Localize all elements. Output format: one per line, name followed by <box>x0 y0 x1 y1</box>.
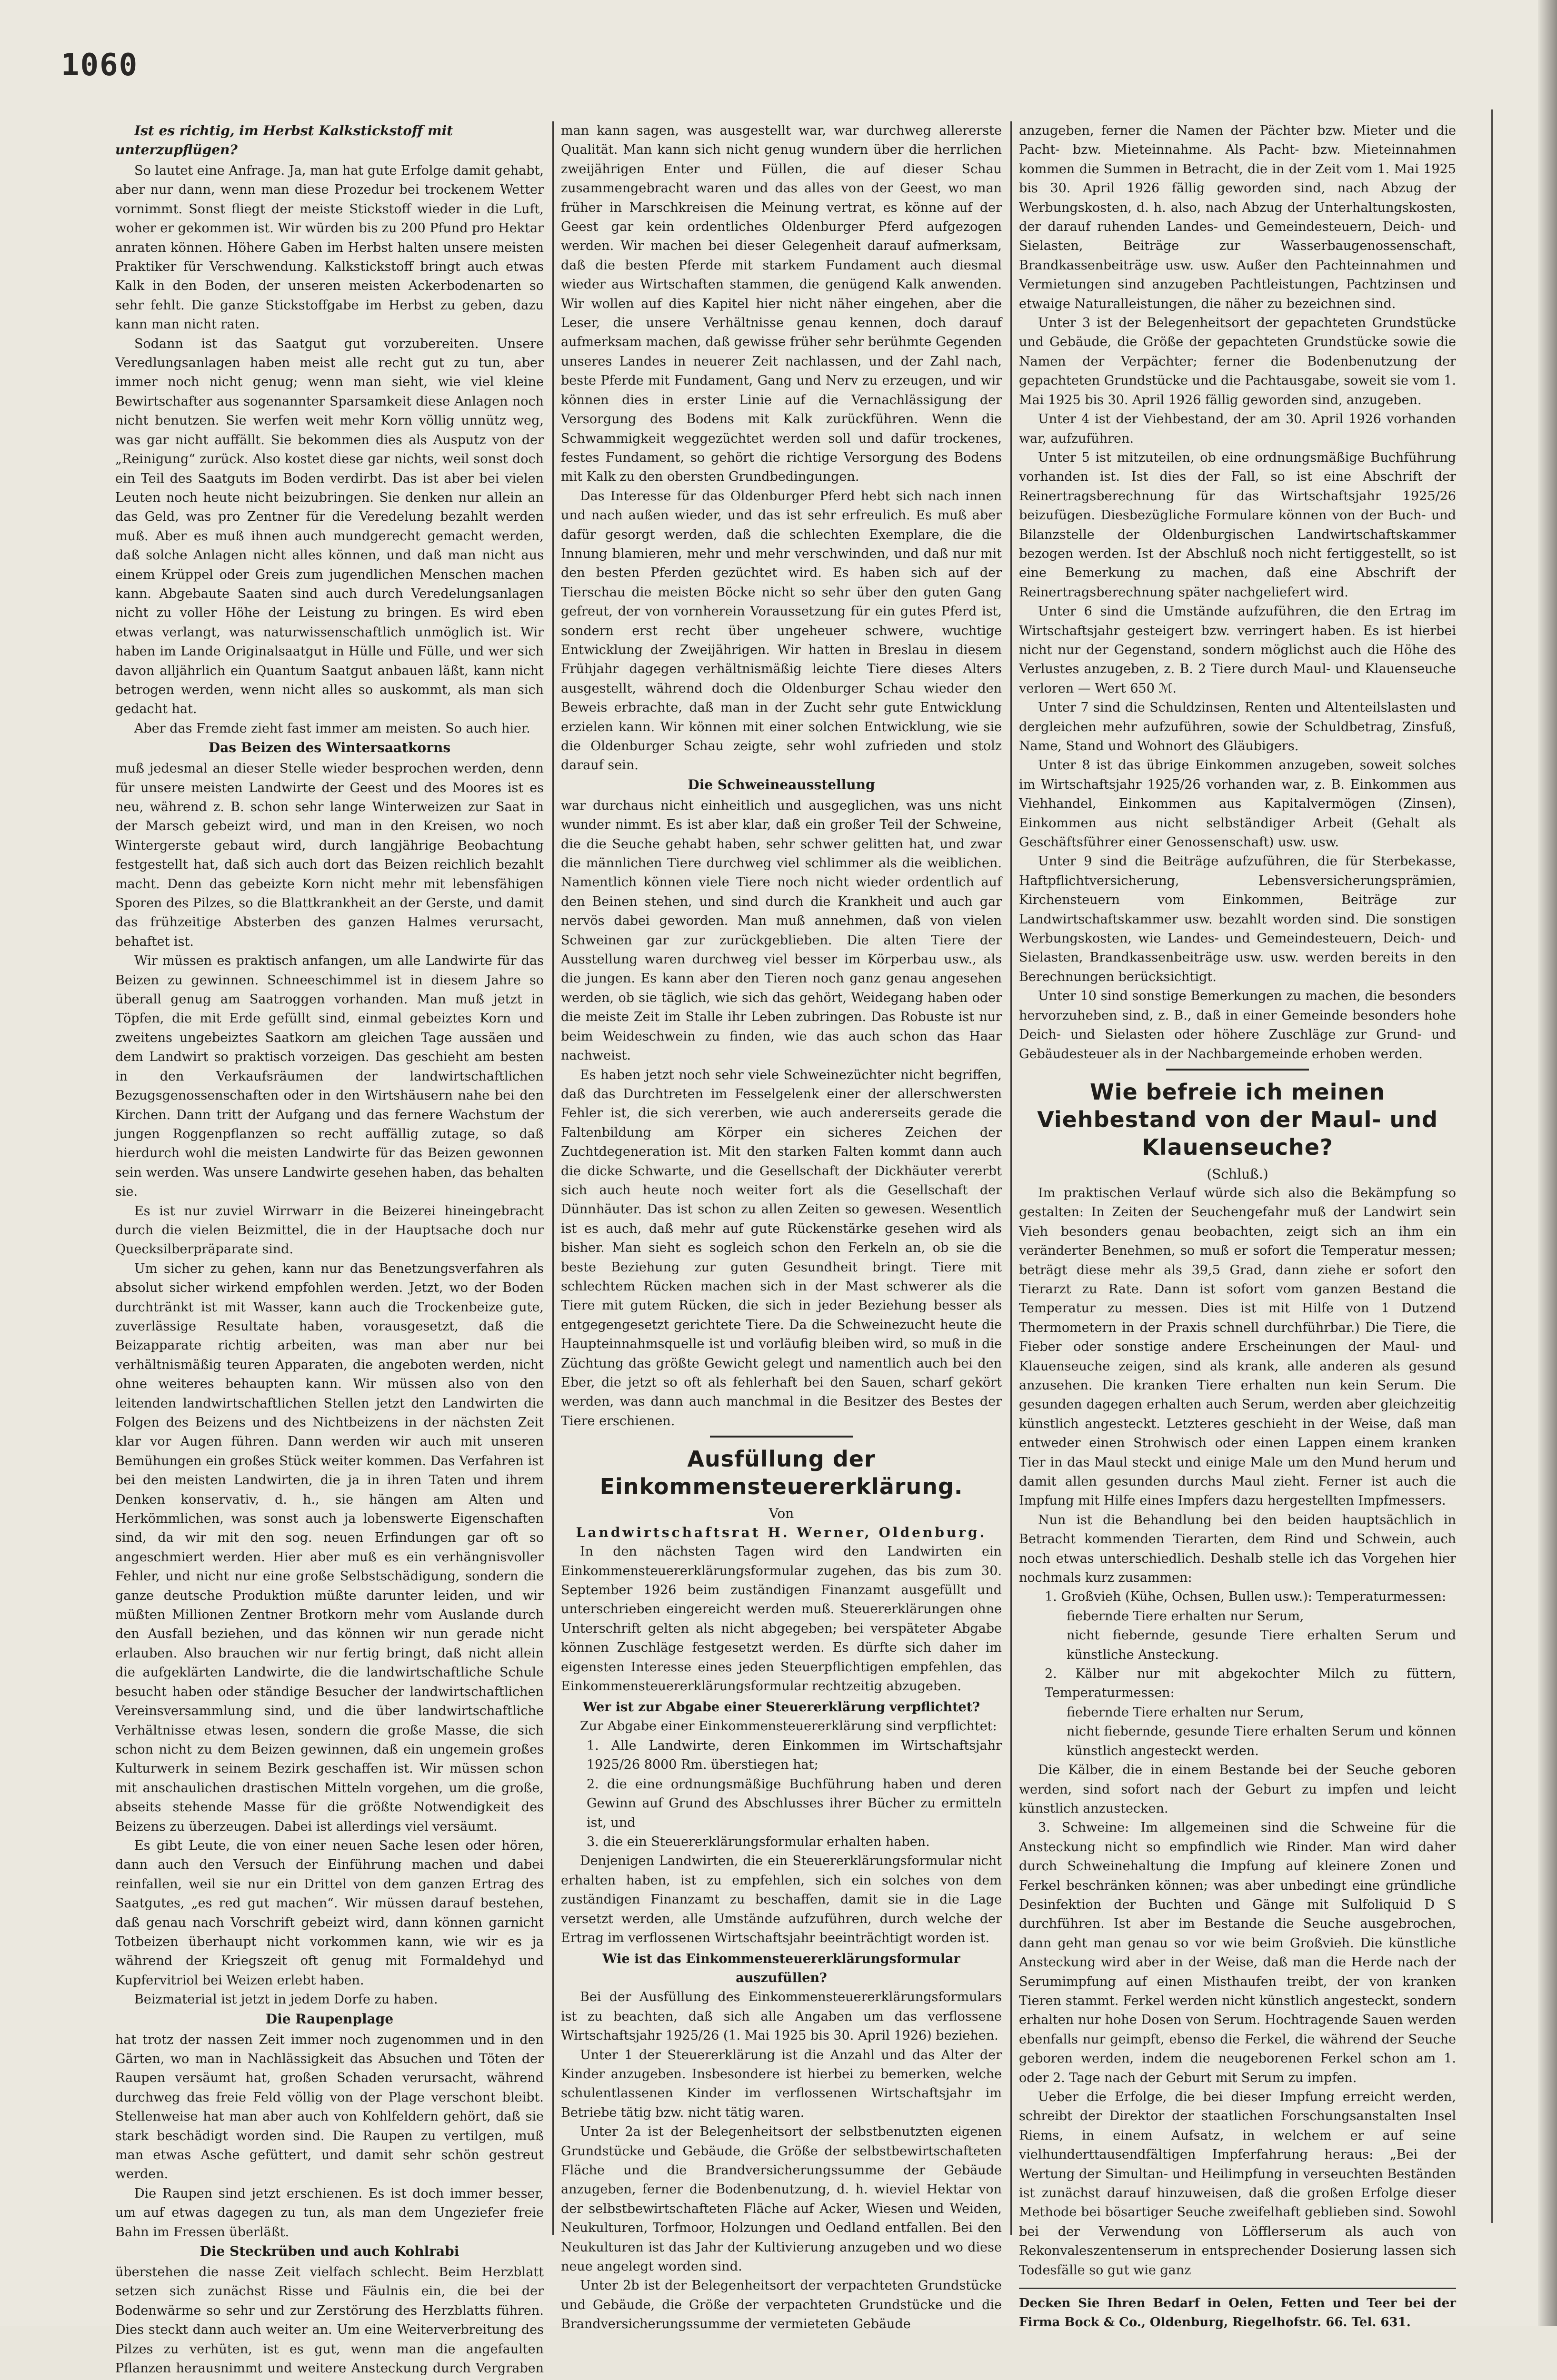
paragraph: muß jedesmal an dieser Stelle wieder besprochen werden, denn für unsere meisten Landwirte der Geest und des Moores ist es neu, während z. B. schon sehr lange Winterweizen zur Saat in der Marsch gebeizt wird, und man in den Kreisen, wo noch Wintergerste gebaut wird, durch langjährige Beobachtung festgestellt hat, daß sich auch dort das Beizen reichlich bezahlt macht. Denn das gebeizte Korn nicht mehr mit lebensfähigen Sporen des Pilzes, so die Blattkrankheit an der Gerste, und damit das frühzeitige Absterben des ganzen Halmes verursacht, behaftet ist. <box>115 761 544 949</box>
list-subitem: fiebernde Tiere erhalten nur Serum, <box>1067 1705 1304 1720</box>
paragraph: Die Kälber, die in einem Bestande bei der Seuche geboren werden, sind sofort nach der Geburt zu impfen und leicht künstlich anzustecken. <box>1019 1763 1456 1816</box>
paragraph: Das Interesse für das Oldenburger Pferd hebt sich nach innen und nach außen wieder, und das ist sehr erfreulich. Es muß aber dafür gesorgt werden, daß die schlechten Exemplare, die die Innung blamieren, mehr und mehr verschwinden, und daß nur mit den besten Pferden gezüchtet wird. Es haben sich auf der Tierschau die meisten Böcke nicht so sehr über den guten Gang gefreut, der von vornherein Voraussetzung für ein gutes Pferd ist, sondern erst recht über ungeheuer schwere, wuchtige Entwicklung der Zweijährigen. Wir hatten in Breslau in diesem Frühjahr dagegen verhältnismäßig leichte Tiere dieses Alters ausgestellt, während doch die Oldenburger Schau wieder den Beweis erbrachte, daß man in der Zucht sehr gute Entwicklung erzielen kann. Wir können mit einer solchen Entwicklung, wie sie die Oldenburger Schau zeigte, sehr wohl zufrieden und stolz darauf sein. <box>561 488 1002 773</box>
list-item: 1. Alle Landwirte, deren Einkommen im Wirtschaftsjahr 1925/26 8000 Rm. überstiegen hat; <box>587 1738 1002 1773</box>
paragraph: So lautet eine Anfrage. Ja, man hat gute Erfolge damit gehabt, aber nur dann, wenn man diese Prozedur bei trockenem Wetter vornimmt. Sonst fliegt der meiste Stickstoff wieder in die Luft, woher er gekommen ist. Wir würden bis zu 200 Pfund pro Hektar anraten können. Höhere Gaben im Herbst halten unsere meisten Praktiker für Verschwendung. Kalkstickstoff bringt auch etwas Kalk in den Boden, der unseren meisten Ackerbodenarten so sehr fehlt. Die ganze Stickstoffgabe im Herbst zu geben, dazu kann man nicht raten. <box>115 163 544 332</box>
subheading-schluss: (Schluß.) <box>1207 1166 1268 1182</box>
paragraph: Beizmaterial ist jetzt in jedem Dorfe zu haben. <box>134 1992 438 2007</box>
page-edge-line <box>1491 109 1493 2223</box>
list-item: 1. Großvieh (Kühe, Ochsen, Bullen usw.): Temperaturmessen: <box>1045 1589 1447 1605</box>
paragraph: Unter 2a ist der Belegenheitsort der selbstbenutzten eigenen Grundstücke und Gebäude, die Größe der selbstbewirtschafteten Fläche und die Brandversicherungssumme der Gebäude anzugeben, ferner die Bodenbenutzung, d. h. wieviel Hektar von der selbstbewirtschafteten Fläche auf Acker, Wiesen und Weiden, Neukulturen, Torfmoor, Holzungen und Oedland entfallen. Bei den Neukulturen ist das Jahr der Kultivierung anzugeben und wo diese neue angelegt worden sind. <box>561 2124 1002 2274</box>
page-edge-shadow <box>1538 0 1557 2326</box>
paragraph: Um sicher zu gehen, kann nur das Benetzungsverfahren als absolut sicher wirkend empfohlen werden. Jetzt, wo der Boden durchtränkt ist mit Wasser, kann auch die Trockenbeize gute, zuverlässige Resultate haben, vorausgesetzt, daß die Beizapparate richtig arbeiten, was man aber nur bei verhältnismäßig teuren Apparaten, die angeboten werden, nicht ohne weiteres behaupten kann. Wir müssen also von den leitenden landwirtschaftlichen Stellen jetzt den Landwirten die Folgen des Beizens und des Nichtbeizens in der nächsten Zeit klar vor Augen führen. Dann werden wir auch mit unseren Bemühungen ein großes Stück weiter kommen. Das Verfahren ist bei den meisten Landwirten, die ja in ihren Taten und ihrem Denken konservativ, d. h., sie hängen am Alten und Herkömmlichen, was sonst auch ja lobenswerte Eigenschaften sind, da wir mit den sog. neuen Erfindungen gar oft so angeschmiert werden. Hier aber muß es ein verhängnisvoller Fehler, und nicht nur eine große Selbstschädigung, sondern die ganze deutsche Produktion müßte darunter leiden, und wir müßten Millionen Zentner Brotkorn mehr vom Auslande durch den Ausfall beziehen, und das können wir nun gerade nicht erlauben. Also brauchen wir nur fertig bringt, daß nicht allein die aufgeklärten Landwirte, die die landwirtschaftliche Schule besucht haben oder ständige Besucher der landwirtschaftlichen Vereinsversammlung sind, und die über landwirtschaftliche Verhältnisse etwas lesen, sondern die große Masse, die sich schon nicht zu dem Beizen gewinnen, daß ein ungemein großes Kulturwerk in seinem Bezirk geschaffen ist. Wir müssen schon mit anschaulichen drastischen Mitteln vorgehen, um die große, abseits stehende Masse für die größte Notwendigkeit des Beizens zu überzeugen. Dabei ist allerdings viel versäumt. <box>115 1261 544 1834</box>
list-subitem: nicht fiebernde, gesunde Tiere erhalten Serum und können künstlich angesteckt werden. <box>1067 1724 1456 1758</box>
list-item: 2. Kälber nur mit abgekochter Milch zu füttern, Temperaturmessen: <box>1045 1666 1456 1701</box>
advertisement: Decken Sie Ihren Bedarf in Oelen, Fetten und Teer bei der Firma Bock & Co., Oldenburg, Riegelhofstr. 66. Tel. 631. <box>1019 2288 1456 2332</box>
paragraph: Unter 1 der Steuererklärung ist die Anzahl und das Alter der Kinder anzugeben. Insbesondere ist hierbei zu bemerken, welche schulentlassenen Kinder im verflossenen Wirtschaftsjahr im Betriebe tätig bzw. nicht tätig waren. <box>561 2047 1002 2120</box>
subheading: Wer ist zur Abgabe einer Steuererklärung verpflichtet? <box>582 1700 980 1715</box>
section-heading-raupenplage: Die Raupenplage <box>265 2011 394 2027</box>
paragraph: Unter 7 sind die Schuldzinsen, Renten und Altenteilslasten und dergleichen mehr aufzuführen, sowie der Schuldbetrag, Zinsfuß, Name, Stand und Wohnort des Gläubigers. <box>1019 700 1456 754</box>
paragraph: Denjenigen Landwirten, die ein Steuererklärungsformular nicht erhalten haben, ist zu empfehlen, sich ein solches von dem zuständigen Finanzamt zu beschaffen, damit sie in die Lage versetzt werden, alle Umstände aufzuführen, durch welche der Ertrag im verflossenen Wirtschaftsjahr beeinträchtigt worden ist. <box>561 1854 1002 1945</box>
paragraph: 3. Schweine: Im allgemeinen sind die Schweine für die Ansteckung nicht so empfindlich wie Rinder. Man wird daher durch Schweinehaltung die Impfung auf kleinere Zonen und Ferkel beschränken können; was aber unbedingt eine gründliche Desinfektion der Buchten und Gänge mit Sulfoliquid D S durchführen. Ist aber im Bestande die Seuche ausgebrochen, dann geht man genau so vor wie beim Großvieh. Die künstliche Ansteckung wird aber in der Weise, daß man die Herde nach der Serumimpfung auf einen Misthaufen treibt, der von kranken Tieren stammt. Ferkel werden nicht künstlich angesteckt, sondern erhalten nur hohe Dosen von Serum. Hochtragende Sauen werden ebenfalls nur geimpft, ebenso die Ferkel, die während der Seuche geboren werden, indem die neugeborenen Ferkel schon am 1. oder 2. Tage nach der Geburt mit Serum zu impfen. <box>1019 1820 1456 2085</box>
list-subitem: fiebernde Tiere erhalten nur Serum, <box>1067 1608 1304 1624</box>
paragraph: Unter 4 ist der Viehbestand, der am 30. April 1926 vorhanden war, aufzuführen. <box>1019 412 1456 446</box>
paragraph: Aber das Fremde zieht fast immer am meisten. So auch hier. <box>134 721 530 736</box>
column-divider <box>552 121 554 2235</box>
paragraph: Unter 3 ist der Belegenheitsort der gepachteten Grundstücke und Gebäude, die Größe der gepachteten Grundstücke sowie die Namen der Verpächter; ferner die Bodenbenutzung der gepachteten Grundstücke und die Pachtausgabe, soweit sie vom 1. Mai 1925 bis 30. April 1926 fällig geworden sind, anzugeben. <box>1019 316 1456 407</box>
paragraph: In den nächsten Tagen wird den Landwirten ein Einkommensteuererklärungsformular zugehen, das bis zum 30. September 1926 beim zuständigen Finanzamt ausgefüllt und unterschrieben eingereicht werden muß. Steuererklärungen ohne Unterschrift gelten als nicht abgegeben; bei verspäteter Abgabe können Zuschläge festgesetzt werden. Es dürfte sich daher im eigensten Interesse eines jeden Steuerpflichtigen empfehlen, das Einkommensteuererklärungsformular rechtzeitig abzugeben. <box>561 1544 1002 1694</box>
paragraph: hat trotz der nassen Zeit immer noch zugenommen und in den Gärten, wo man in Nachlässigkeit das Absuchen und Töten der Raupen versäumt hat, großen Schaden verursacht, während durchweg das freie Feld völlig von der Plage verschont bleibt. Stellenweise hat man aber auch von Kohlfeldern gehört, daß sie stark beschädigt worden sind. Die Raupen zu vertilgen, muß man etwas Asche gefüttert, und damit sehr schön gestreut werden. <box>115 2032 544 2182</box>
list-item: 2. die eine ordnungsmäßige Buchführung haben und deren Gewinn auf Grund des Abschlusses ihrer Bücher zu ermitteln ist, und <box>587 1776 1002 1830</box>
paragraph: man kann sagen, was ausgestellt war, war durchweg allererste Qualität. Man kann sich nicht genug wundern über die herrlichen zweijährigen Enter und Füllen, die auf dieser Schau zusammengebracht waren und das alles von der Geest, wo man früher in Marschkreisen die Meinung vertrat, es könne auf der Geest gar kein ordentliches Oldenburger Pferd aufgezogen werden. Wir machen bei dieser Gelegenheit darauf aufmerksam, daß die besten Pferde mit starkem Fundament auch diesmal wieder aus Wirtschaften stammen, die genügend Kalk anwenden. Wir wollen auf dies Kapitel hier nicht näher eingehen, aber die Leser, die unsere Verhältnisse genau kennen, doch darauf aufmerksam machen, daß gewisse früher sehr berühmte Gegenden unseres Landes in neuerer Zeit nachlassen, und der Zahl nach, beste Pferde mit Fundament, Gang und Nerv zu erzeugen, und wir können dies in erster Linie auf die Vernachlässigung der Versorgung des Bodens mit Kalk zurückführen. Wenn die Schwammigkeit weggezüchtet werden soll und dafür trockenes, festes Fundament, so gehört die richtige Versorgung des Bodens mit Kalk zu den obersten Grundbedingungen. <box>561 123 1002 485</box>
subheading: Wie ist das Einkommensteuererklärungsformular auszufüllen? <box>602 1952 960 1986</box>
obligation-list <box>561 1736 1002 1852</box>
author-name: Landwirtschaftsrat H. Werner, Oldenburg. <box>576 1525 987 1541</box>
column-divider <box>1010 121 1012 2235</box>
column-middle <box>561 121 1002 2332</box>
paragraph: Unter 8 ist das übrige Einkommen anzugeben, soweit solches im Wirtschaftsjahr 1925/26 vorhanden war, z. B. Einkommen aus Viehhandel, Einkommen aus Kapitalvermögen (Zinsen), Einkommen aus nicht selbständiger Arbeit (Gehalt als Geschäftsführer einer Genossenschaft) usw. usw. <box>1019 758 1456 850</box>
byline-author <box>561 1523 1002 1542</box>
paragraph: Unter 2b ist der Belegenheitsort der verpachteten Grundstücke und Gebäude, die Größe der verpachteten Grundstücke und die Brandversicherungssumme der vermieteten Gebäude <box>561 2278 1002 2332</box>
paragraph: Wir müssen es praktisch anfangen, um alle Landwirte für das Beizen zu gewinnen. Schneeschimmel ist in diesem Jahre so überall genug am Saatroggen vorhanden. Man muß jetzt in Töpfen, die mit Erde gefüllt sind, einmal gebeiztes Korn und zweitens ungebeiztes Saatkorn am gleichen Tage aussäen und dem Landwirt so praktisch vorzeigen. Das geschieht am besten in den Verkaufsräumen der landwirtschaftlichen Bezugsgenossenschaften oder in den Wirtshäusern nahe bei den Kirchen. Dann tritt der Aufgang und das fernere Wachstum der jungen Roggenpflanzen so recht auffällig zutage, so daß hierdurch wohl die meisten Landwirte für das Beizen gewonnen sein werden. Was unsere Landwirte gesehen haben, das behalten sie. <box>115 953 544 1200</box>
paragraph: Es haben jetzt noch sehr viele Schweinezüchter nicht begriffen, daß das Durchtreten im Fesselgelenk einer der allerschwersten Fehler ist, die sich vererben, wie auch andererseits gerade die Faltenbildung am Körper ein sicheres Zeichen der Zuchtdegeneration ist. Mit den starken Falten kommt dann auch die dicke Schwarte, und die Gesellschaft der Dickhäuter vererbt sich auch heute noch weiter fort als die Gesellschaft der Dünnhäuter. Das ist schon zu allen Zeiten so gewesen. Wesentlich ist es auch, daß mehr auf gute Rückenstärke gesehen wird als bisher. Man sieht es sogleich schon den Ferkeln an, ob sie die beste Beziehung zur guten Gesundheit bringt. Tiere mit schlechtem Rücken machen sich in der Mast schwerer als die Tiere mit gutem Rücken, die sich in jeder Beziehung besser als entgegengesetzt gerichtete Tiere. Da die Schweinezucht heute die Haupteinnahmsquelle ist und vorläufig bleiben wird, so muß in die Züchtung das größte Gewicht gelegt und namentlich auch bei den Eber, die jetzt so oft als fehlerhaft bei den Sauen, scharf gekört werden, was dann auch manchmal in die Besitzer des Bestes der Tiere erschienen. <box>561 1067 1002 1428</box>
paragraph: Es gibt Leute, die von einer neuen Sache lesen oder hören, dann auch den Versuch der Einführung machen und dabei reinfallen, weil sie nur ein Drittel von dem ganzen Ertrag des Saatgutes, „es red gut machen“. Wir müssen darauf bestehen, daß genau nach Vorschrift gebeizt wird, dann können garnicht Totbeizen überhaupt nicht vorkommen kann, wie wir es ja während der Kriegszeit oft genug mit Formaldehyd und Kupfervitriol bei Weizen erlebt haben. <box>115 1838 544 1988</box>
byline-von: Von <box>769 1506 794 1522</box>
column-left <box>115 121 544 2376</box>
page-number: 1060 <box>61 48 139 83</box>
paragraph: war durchaus nicht einheitlich und ausgeglichen, was uns nicht wunder nimmt. Es ist aber klar, daß ein großer Teil der Schweine, die die Seuche gehabt haben, sehr schwer gelitten hat, und zwar die männlichen Tiere durchweg viel schlimmer als die weiblichen. Namentlich können viele Tiere noch nicht wieder ordentlich auf den Beinen stehen, und sind durch die Krankheit und auch gar nervös dabei geworden. Man muß annehmen, daß von vielen Schweinen gar zur zurückgeblieben. Die alten Tiere der Ausstellung waren durchweg viel besser im Körperbau usw., als die jungen. Es kann aber den Tieren noch ganz genau angesehen werden, ob sie täglich, wie sich das gehört, Weidegang haben oder die meiste Zeit im Stalle ihr Leben zubringen. Das Robuste ist nur beim Weideschwein zu finden, wie das auch schon das Haar nachweist. <box>561 798 1002 1063</box>
article-headline-steuer: Ausfüllung der Einkommensteuererklärung. <box>599 1446 963 1500</box>
paragraph: Unter 9 sind die Beiträge aufzuführen, die für Sterbekasse, Haftpflichtversicherung, Lebensversicherungsprämien, Kirchensteuern vom Einkommen, Beiträge zur Landwirtschaftskammer usw. bezahlt worden sind. Die sonstigen Werbungskosten, wie Landes- und Gemeindesteuern, Deich- und Sielasten, Brandkassenbeiträge usw. usw. werden bereits in den Berechnungen berücksichtigt. <box>1019 854 1456 984</box>
paragraph: Ueber die Erfolge, die bei dieser Impfung erreicht werden, schreibt der Direktor der staatlichen Forschungsanstalten Insel Riems, in einem Aufsatz, in welchem er auf seine vielhunderttausendfältigen Impferfahrung heraus: „Bei der Wertung der Simultan- und Heilimpfung in verseuchten Beständen ist zunächst darauf hinzuweisen, daß die großen Erfolge dieser Methode bei bösartiger Seuche zweifelhaft geblieben sind. Sowohl bei der Verwendung von Löfflerserum als auch von Rekonvaleszentenserum in entsprechender Dosierung lassen sich Todesfälle so gut wie ganz <box>1019 2090 1456 2278</box>
list-item: 3. die ein Steuererklärungsformular erhalten haben. <box>587 1834 930 1849</box>
list-subitem: nicht fiebernde, gesunde Tiere erhalten Serum und künstliche Ansteckung. <box>1067 1628 1456 1662</box>
paragraph: Die Raupen sind jetzt erschienen. Es ist doch immer besser, um auf etwas dagegen zu tun, als man dem Ungeziefer freie Bahn im Fressen überläßt. <box>115 2186 544 2240</box>
section-heading-beizen: Das Beizen des Wintersaatkorns <box>208 740 451 756</box>
article-headline-seuche: Wie befreie ich meinen Viehbestand von der Maul- und Klauenseuche? <box>1037 1079 1438 1160</box>
paragraph: Sodann ist das Saatgut gut vorzubereiten. Unsere Veredlungsanlagen haben meist alle recht gut zu tun, aber immer noch nicht genug; wenn man sieht, wie viel kleine Bewirtschafter aus sogenannter Sparsamkeit diese Anlagen noch nicht benutzen. Sie werfen weit mehr Korn völlig unnütz weg, was gar nicht auffällt. Sie bekommen dies als Ausputz von der „Reinigung“ zurück. Also kostet diese gar nichts, weil sonst doch ein Teil des Saatguts im Boden verdirbt. Das ist aber bei vielen Leuten noch heute nicht beizubringen. Sie denken nur allein an das Geld, was pro Zentner für die Veredelung bezahlt werden muß. Aber es muß ihnen auch mundgerecht gemacht werden, daß solche Anlagen nicht alles können, und daß man nicht aus einem Krüppel oder Greis zum jugendlichen Menschen machen kann. Abgebaute Saaten sind auch durch Veredelungsanlagen nicht zu voller Höhe der Leistung zu bringen. Es wird eben etwas verlangt, was naturwissenschaftlich unmöglich ist. Wir haben im Lande Originalsaatgut in Hülle und Fülle, und wer sich davon alljährlich ein Quantum Saatgut anbauen läßt, kann nicht betrogen werden, wenn nicht alles so auskommt, als man sich gedacht hat. <box>115 336 544 717</box>
paragraph: Bei der Ausfüllung des Einkommensteuererklärungsformulars ist zu beachten, daß sich alle Angaben um das verflossene Wirtschaftsjahr 1925/26 (1. Mai 1925 bis 30. April 1926) beziehen. <box>561 1990 1002 2043</box>
paragraph: Unter 10 sind sonstige Bemerkungen zu machen, die besonders hervorzuheben sind, z. B., daß in einer Gemeinde besonders hohe Deich- und Sielasten oder höhere Zuschläge zur Grund- und Gebäudesteuer als in der Nachbargemeinde erhoben werden. <box>1019 989 1456 1061</box>
paragraph: anzugeben, ferner die Namen der Pächter bzw. Mieter und die Pacht- bzw. Mieteinnahme. Als Pacht- bzw. Mieteinnahmen kommen die Summen in Betracht, die in der Zeit vom 1. Mai 1925 bis 30. April 1926 fällig geworden sind, nach Abzug der Werbungskosten, d. h. also, nach Abzug der Unterhaltungskosten, der darauf ruhenden Landes- und Gemeindesteuern, Deich- und Sielasten, Beiträge zur Wasserbaugenossenschaft, Brandkassenbeiträge usw. usw. Außer den Pachteinnahmen und Vermietungen sind anzugeben Pachtleistungen, Pachtzinsen und etwaige Naturalleistungen, die näher zu bezeichnen sind. <box>1019 123 1456 311</box>
question-title: Ist es richtig, im Herbst Kalkstickstoff mit unterzupflügen? <box>115 123 453 158</box>
paragraph: Unter 5 ist mitzuteilen, ob eine ordnungsmäßige Buchführung vorhanden ist. Ist dies der Fall, so ist eine Abschrift der Reinertragsberechnung für das Wirtschaftsjahr 1925/26 beizufügen. Diesbezügliche Formulare können von der Buch- und Bilanzstelle der Oldenburgischen Landwirtschaftskammer bezogen werden. Ist der Abschluß noch nicht fertiggestellt, so ist eine Bemerkung zu machen, daß eine Abschrift der Reinertragsberechnung später nachgeliefert wird. <box>1019 450 1456 600</box>
paragraph: überstehen die nasse Zeit vielfach schlecht. Beim Herzblatt setzen sich zunächst Risse und Fäulnis ein, die bei der Bodenwärme so sehr und zur Zerstörung des Herzblatts führen. Dies steckt dann auch weiter an. Um eine Weiterverbreitung des Pilzes zu verhüten, ist es gut, wenn man die angefaulten Pflanzen herausnimmt und weitere Ansteckung durch Vergraben <box>115 2265 544 2376</box>
paragraph: Im praktischen Verlauf würde sich also die Bekämpfung so gestalten: In Zeiten der Seuchengefahr muß der Landwirt sein Vieh besonders genau beobachten, zeigt sich an ihm ein veränderter Benehmen, so muß er sofort die Temperatur messen; beträgt diese mehr als 39,5 Grad, dann ziehe er sofort den Tierarzt zu Rate. Dann ist sofort vom ganzen Bestand die Temperatur zu messen. Dies ist mit Hilfe von 1 Dutzend Thermometern in der Praxis schnell durchführbar.) Die Tiere, die Fieber oder sonstige andere Erscheinungen der Maul- und Klauenseuche zeigen, sind als krank, alle anderen als gesund anzusehen. Die kranken Tiere erhalten nun kein Serum. Die gesunden dagegen erhalten auch Serum, werden aber gleichzeitig künstlich angesteckt. Letzteres geschieht in der Weise, daß man entweder einen Strohwisch oder einen Lappen einem kranken Tier in das Maul steckt und einige Male um den Mund herum und damit allen gesunden durchs Maul zieht. Ferner ist auch die Impfung mit Hilfe eines Impfers dazu hergestellten Impfmessers. <box>1019 1185 1456 1508</box>
column-right <box>1019 121 1456 2330</box>
section-separator <box>710 1436 853 1438</box>
paragraph: Unter 6 sind die Umstände aufzuführen, die den Ertrag im Wirtschaftsjahr gesteigert bzw. verringert haben. Es ist hierbei nicht nur der Gegenstand, sondern möglichst auch die Höhe des Verlustes anzugeben, z. B. 2 Tiere durch Maul- und Klauenseuche verloren — Wert 650 ℳ. <box>1019 604 1456 696</box>
section-heading-steckrueben: Die Steckrüben und auch Kohlrabi <box>200 2243 459 2260</box>
section-heading-schweine: Die Schweineausstellung <box>688 776 875 793</box>
paragraph: Nun ist die Behandlung bei den beiden hauptsächlich in Betracht kommenden Tierarten, dem Rind und Schwein, auch noch etwas unterschiedlich. Deshalb stelle ich das Vorgehen hier nochmals kurz zusammen: <box>1019 1512 1456 1586</box>
paragraph: Es ist nur zuviel Wirrwarr in die Beizerei hineingebracht durch die vielen Beizmittel, die in der Hauptsache doch nur Quecksilberpräparate sind. <box>115 1203 544 1257</box>
section-separator <box>1166 1069 1309 1071</box>
paragraph: Zur Abgabe einer Einkommensteuererklärung sind verpflichtet: <box>580 1719 997 1734</box>
treatment-list <box>1019 1587 1456 1761</box>
